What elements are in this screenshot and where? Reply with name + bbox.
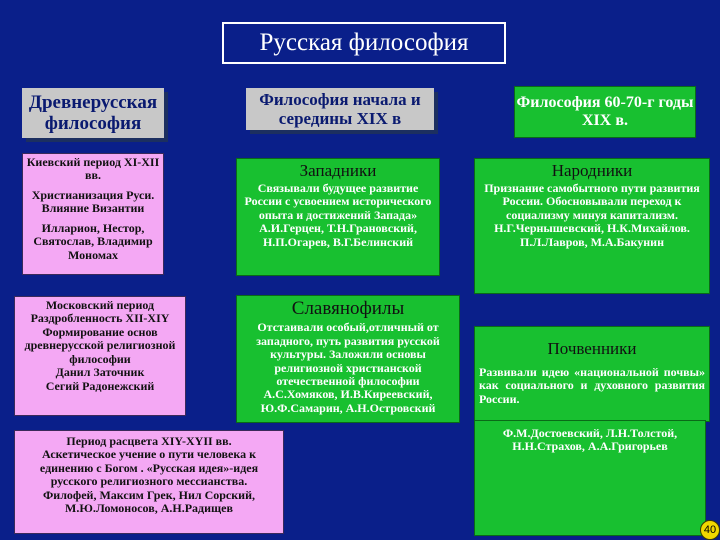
page-title: Русская философия [222,22,506,64]
header-ancient-philosophy [22,88,164,138]
narodniki-text: Признание самобытного пути развития России. Обосновывали переход к социализму минуя капитализм. [484,181,700,222]
moscow-period-title: Московский период [45,298,155,312]
narodniki-people: Н.Г.Чернышевский, Н.К.Михайлов. П.Л.Лавров, М.А.Бакунин [494,221,690,249]
slavophiles-people: А.С.Хомяков, И.В.Киреевский, Ю.Ф.Самарин, А.Н.Островский [260,387,436,415]
header-ancient-label: Древнерусская философия [28,91,158,134]
moscow-period-person-1: Данил Заточник [55,365,145,380]
header-early19-label: Философия начала и середины XIX в [259,89,421,128]
pochvenniki-title: Почвенники [547,339,637,358]
westerners-text: Связывали будущее развитие России с усвоением исторического опыта и достижений Запада» [244,181,432,222]
header-sixties-label: Философия 60-70-г годы XIX в. [516,94,694,129]
moscow-period-text: Формирование основ древнерусской религиозной философии [24,324,176,366]
kiev-period-people: Илларион, Нестор, Святослав, Владимир Мономах [33,220,153,262]
kiev-period-text: Христианизация Руси. Влияние Византии [31,187,155,216]
moscow-period-person-2: Сегий Радонежский [45,378,155,393]
flourishing-period-title: Период расцвета XIY-XYII вв. [66,434,232,448]
narodniki-box [474,158,710,294]
westerners-people: А.И.Герцен, Т.Н.Грановский, Н.П.Огарев, В.Г.Белинский [259,221,417,249]
westerners-title: Западники [299,161,377,180]
kiev-period-box [22,153,164,275]
kiev-period-title: Киевский период XI-XII вв. [26,155,160,183]
slavophiles-box [236,295,460,423]
slavophiles-text: Отстаивали особый,отличный от западного, путь развития русской культуры. Заложили основы религиозной христианской отечественной философии [256,320,440,389]
flourishing-period-people: Филофей, Максим Грек, Нил Сорский, М.Ю.Ломоносов, А.Н.Радищев [42,487,256,516]
page-number-badge: 40 [700,520,720,540]
pochvenniki-text: Развивали идею «национальной почвы» как социального и духовного развития России. [479,365,705,406]
narodniki-title: Народники [551,161,633,180]
moscow-period-box [14,296,186,416]
westerners-box [236,158,440,276]
pochvenniki-box [474,326,710,422]
slavophiles-title: Славянофилы [291,298,405,319]
flourishing-period-box [14,430,284,534]
pochvenniki-people-box [474,420,706,536]
pochvenniki-people: Ф.М.Достоевский, Л.Н.Толстой, Н.Н.Страхов, А.А.Григорьев [502,426,678,454]
moscow-period-fragmentation: Раздробленность XII-XIY [30,311,170,326]
header-early-19th-century [246,88,434,130]
header-60-70s [514,86,696,138]
flourishing-period-text: Аскетическое учение о пути человека к единению с Богом . «Русская идея»-идея русского религиозного мессианства. [39,447,259,489]
